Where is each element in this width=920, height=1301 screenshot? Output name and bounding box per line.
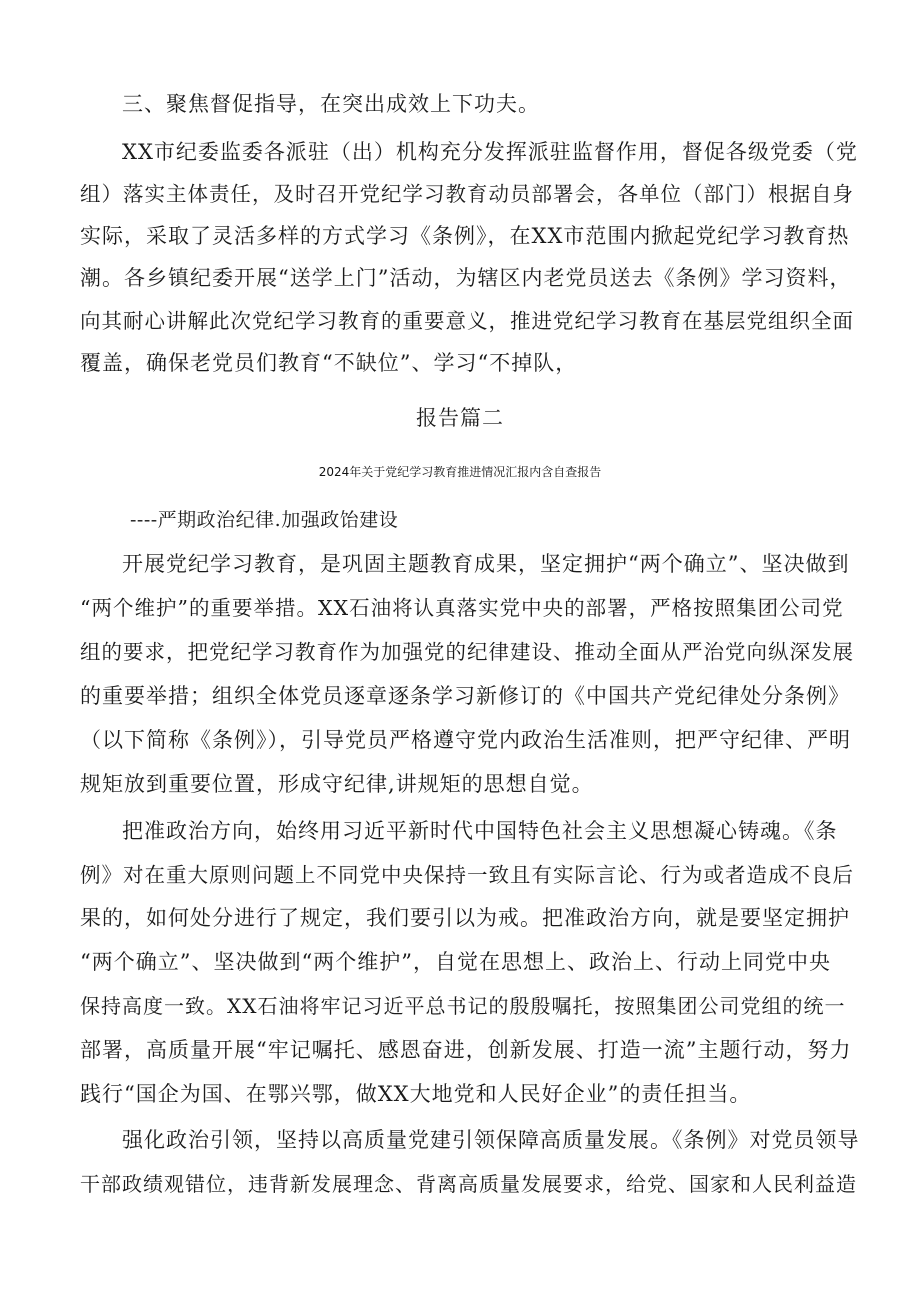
document-subtitle: ----严期政治纪律.加强政饴建设 (130, 509, 399, 531)
section-heading: 三、聚焦督促指导，在突出成效上下功夫。 (122, 92, 540, 116)
paragraph-line: 潮。各乡镇纪委开展“送学上门”活动，为辖区内老党员送去《条例》学习资料， (80, 266, 852, 290)
paragraph-line: 组的要求，把党纪学习教育作为加强党的纪律建设、推动全面从严治党向纵深发展 (80, 640, 854, 664)
document-title: 2024年关于党纪学习教育推进情况汇报内含自查报告 (318, 465, 602, 479)
paragraph-line: 组）落实主体责任，及时召开党纪学习教育动员部署会，各单位（部门）根据自身 (80, 182, 854, 206)
paragraph-line: 覆盖，确保老党员们教育“不缺位”、学习“不掉队， (80, 351, 578, 375)
paragraph-line: 例》对在重大原则问题上不同党中央保持一致且有实际言论、行为或者造成不良后 (80, 863, 854, 887)
report-label: 报告篇二 (416, 406, 504, 430)
paragraph-line: 向其耐心讲解此次党纪学习教育的重要意义，推进党纪学习教育在基层党组织全面 (80, 309, 854, 333)
paragraph-line: 规矩放到重要位置，形成守纪律,讲规矩的思想自觉。 (80, 772, 594, 796)
paragraph-line: 的重要举措；组织全体党员逐章逐条学习新修订的《中国共产党纪律处分条例》 (80, 684, 850, 708)
paragraph-line: 实际，采取了灵活多样的方式学习《条例》，在XX市范围内掀起党纪学习教育热 (80, 224, 850, 248)
paragraph-line: 开展党纪学习教育，是巩固主题教育成果，坚定拥护“两个确立”、坚决做到 (122, 552, 850, 576)
paragraph-line: XX市纪委监委各派驻（出）机构充分发挥派驻监督作用，督促各级党委（党 (122, 140, 858, 164)
paragraph-line: 部署，高质量开展“牢记嘱托、感恩奋进，创新发展、打造一流”主题行动，努力 (80, 1038, 852, 1062)
paragraph-line: 保持高度一致。XX石油将牢记习近平总书记的殷殷嘱托，按照集团公司党组的统一 (80, 994, 846, 1018)
paragraph-line: “两个确立”、坚决做到“两个维护”，自觉在思想上、政治上、行动上同党中央 (80, 950, 831, 974)
paragraph-line: “两个维护”的重要举措。XX石油将认真落实党中央的部署，严格按照集团公司党 (80, 596, 844, 620)
paragraph-line: 果的，如何处分进行了规定，我们要引以为戒。把准政治方向，就是要坚定拥护 (80, 906, 850, 930)
paragraph-line: 践行“国企为国、在鄂兴鄂，做XX大地党和人民好企业”的责任担当。 (80, 1082, 752, 1106)
paragraph-line: 强化政治引领，坚持以高质量党建引领保障高质量发展。《条例》对党员领导 (122, 1128, 860, 1152)
paragraph-line: （以下简称《条例》），引导党员严格遵守党内政治生活准则，把严守纪律、严明 (80, 728, 851, 752)
paragraph-line: 把准政治方向，始终用习近平新时代中国特色社会主义思想凝心铸魂。《条 (122, 819, 838, 843)
paragraph-line: 干部政绩观错位，违背新发展理念、背离高质量发展要求，给党、国家和人民利益造 (80, 1172, 857, 1196)
